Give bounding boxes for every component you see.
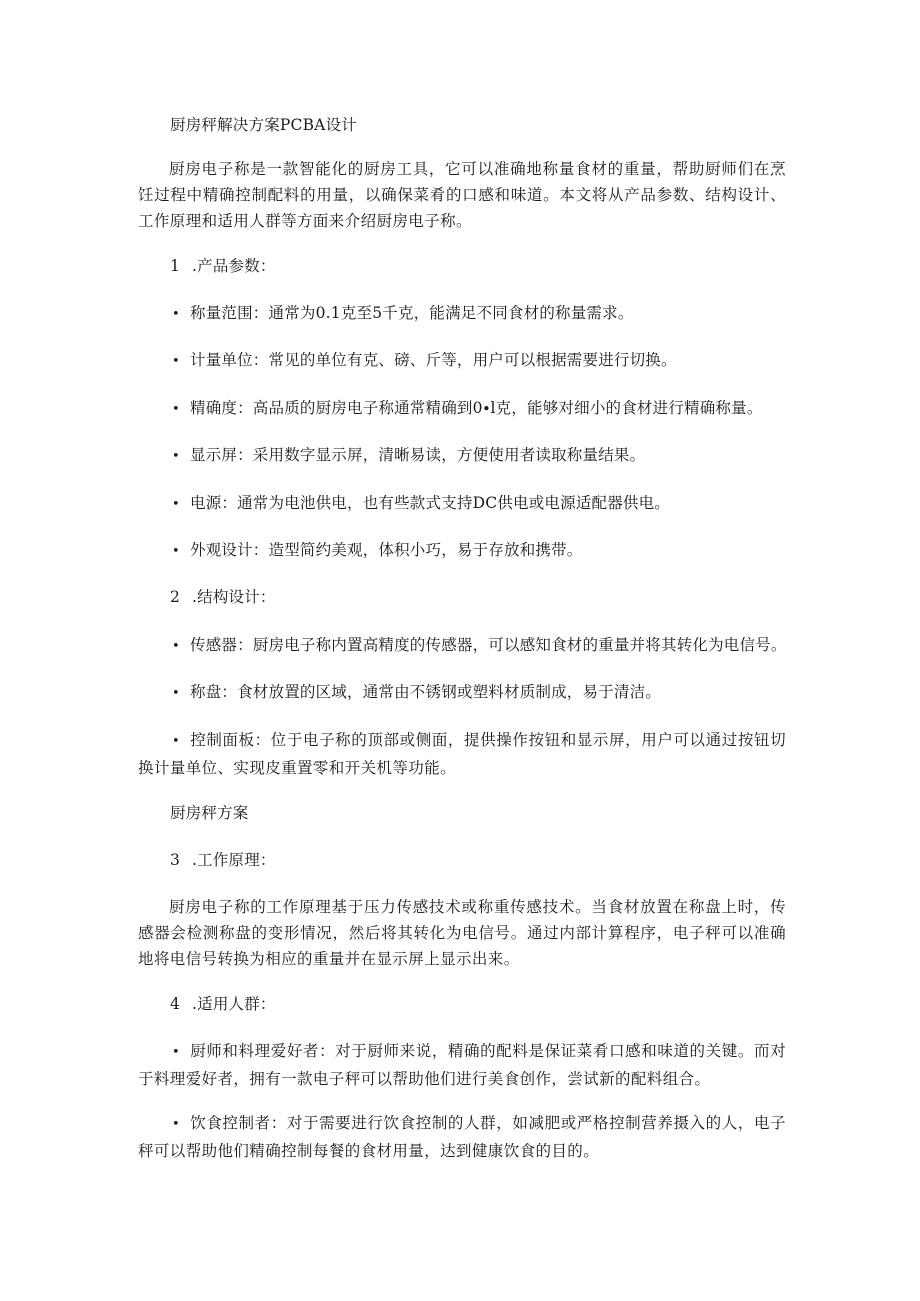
- section-heading-text: .产品参数：: [192, 257, 276, 275]
- section-heading-text: .结构设计：: [192, 588, 276, 606]
- list-item-text: 计量单位：常见的单位有克、磅、斤等，用户可以根据需要进行切换。: [190, 351, 677, 369]
- list-item-text: 精确度：高品质的厨房电子称通常精确到0∙l克，能够对细小的食材进行精确称量。: [190, 399, 763, 417]
- list-item: [138, 1110, 786, 1164]
- bullet-icon: •: [172, 734, 181, 749]
- section-heading-text: .适用人群：: [192, 995, 276, 1013]
- bullet-icon: •: [172, 402, 180, 417]
- bullet-icon: •: [172, 497, 180, 512]
- section-heading-text: .工作原理：: [192, 851, 276, 869]
- list-item: [172, 347, 677, 375]
- section-number: 1: [170, 257, 181, 275]
- section-1-heading: [170, 253, 276, 279]
- list-item-text: 饮食控制者：对于需要进行饮食控制的人群，如减肥或严格控制营养摄入的人，电子秤可以帮助他们精确控制每餐的食材用量，达到健康饮食的目的。: [138, 1114, 786, 1160]
- section-4-heading: [170, 991, 276, 1017]
- list-item: [138, 727, 786, 781]
- section-2-heading: [170, 584, 276, 610]
- list-item: [172, 679, 661, 707]
- document-title: 厨房秤解决方案PCBA设计: [170, 116, 357, 134]
- bullet-icon: •: [172, 686, 180, 701]
- list-item: [172, 395, 763, 423]
- list-item: [172, 490, 670, 518]
- list-item-text: 传感器：厨房电子称内置高精度的传感器，可以感知食材的重量并将其转化为电信号。: [190, 636, 787, 654]
- bullet-icon: •: [172, 354, 180, 369]
- section-subtitle: 厨房秤方案: [170, 804, 249, 822]
- bullet-icon: •: [172, 449, 180, 464]
- bullet-icon: •: [172, 544, 180, 559]
- bullet-icon: •: [172, 1045, 181, 1060]
- list-item: [138, 1038, 786, 1092]
- section-3-heading: [170, 847, 276, 873]
- section-number: 3: [170, 851, 181, 869]
- list-item: [172, 442, 645, 470]
- list-item: [172, 632, 787, 660]
- bullet-icon: •: [172, 1117, 181, 1132]
- bullet-icon: •: [172, 307, 180, 322]
- bullet-icon: •: [172, 639, 180, 654]
- list-item-text: 称量范围：通常为0.1克至5千克，能满足不同食材的称量需求。: [190, 304, 634, 322]
- section-3-body: 厨房电子称的工作原理基于压力传感技术或称重传感技术。当食材放置在称盘上时，传感器会检测称盘的变形情况，然后将其转化为电信号。通过内部计算程序，电子秤可以准确地将电信号转换为相应的重量并在显示屏上显示出来。: [138, 898, 786, 968]
- list-item-text: 外观设计：造型简约美观，体积小巧，易于存放和携带。: [190, 541, 583, 559]
- list-item-text: 称盘：食材放置的区域，通常由不锈钢或塑料材质制成，易于清洁。: [190, 683, 662, 701]
- list-item: [172, 537, 583, 565]
- list-item: [172, 300, 634, 328]
- list-item-text: 控制面板：位于电子称的顶部或侧面，提供操作按钮和显示屏，用户可以通过按钮切换计量单位、实现皮重置零和开关机等功能。: [138, 731, 786, 777]
- section-number: 4: [170, 995, 181, 1013]
- list-item-text: 电源：通常为电池供电，也有些款式支持DC供电或电源适配器供电。: [190, 494, 670, 512]
- list-item-text: 显示屏：采用数字显示屏，清晰易读，方便使用者读取称量结果。: [190, 446, 646, 464]
- intro-paragraph: 厨房电子称是一款智能化的厨房工具，它可以准确地称量食材的重量，帮助厨师们在烹饪过程中精确控制配料的用量，以确保菜肴的口感和味道。本文将从产品参数、结构设计、工作原理和适用人群等方面来介绍厨房电子称。: [138, 160, 786, 230]
- list-item-text: 厨师和料理爱好者：对于厨师来说，精确的配料是保证菜肴口感和味道的关键。而对于料理爱好者，拥有一款电子秤可以帮助他们进行美食创作，尝试新的配料组合。: [138, 1042, 786, 1088]
- section-number: 2: [170, 588, 181, 606]
